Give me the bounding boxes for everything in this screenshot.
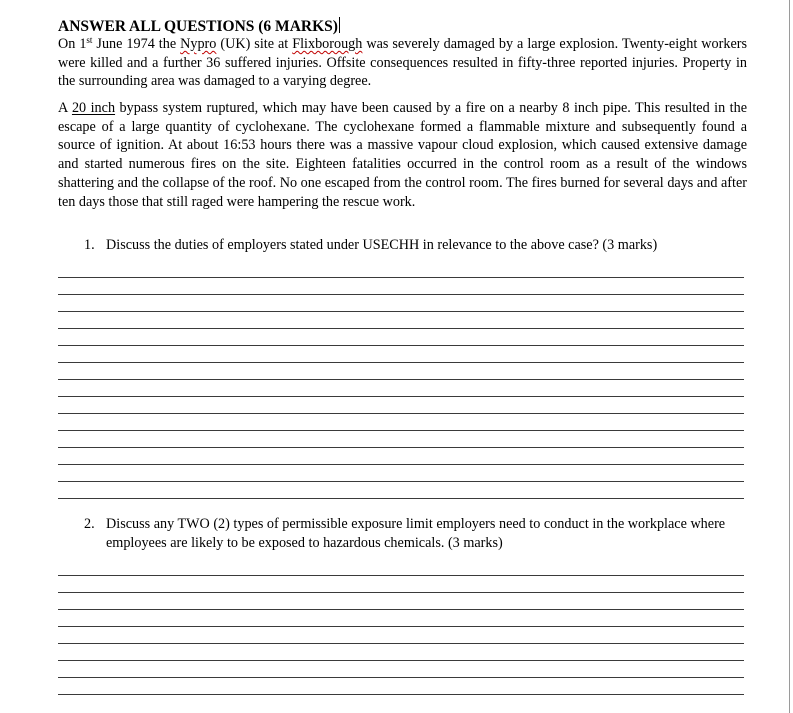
answer-line[interactable]	[58, 694, 744, 695]
answer-line[interactable]	[58, 379, 744, 380]
answer-line[interactable]	[58, 277, 744, 278]
answer-line[interactable]	[58, 643, 744, 644]
case-paragraph-1: On 1st June 1974 the Nypro (UK) site at Flixborough was severely damaged by a large explosion. Twenty-eight workers were killed and a further 36 suffered injuries. Offsite consequences resulted in fifty-three reported injuries. Property in the surrounding area was damaged to a varying degree.	[58, 35, 747, 90]
answer-line[interactable]	[58, 498, 744, 499]
question-number: 1.	[84, 237, 95, 253]
answer-line[interactable]	[58, 413, 744, 414]
answer-line[interactable]	[58, 609, 744, 610]
answer-line[interactable]	[58, 362, 744, 363]
underlined-text: 20 inch	[71, 100, 116, 116]
question-text: Discuss the duties of employers stated under USECHH in relevance to the above case? (3 marks)	[106, 237, 658, 253]
answer-line[interactable]	[58, 464, 744, 465]
question-text: Discuss any TWO (2) types of permissible exposure limit employers need to conduct in the workplace where employees are likely to be exposed to hazardous chemicals. (3 marks)	[106, 516, 726, 551]
page-border	[789, 0, 790, 713]
spellcheck-word-flixborough[interactable]: Flixborough	[292, 36, 363, 52]
page-heading: ANSWER ALL QUESTIONS (6 MARKS)	[58, 18, 338, 35]
answer-line[interactable]	[58, 575, 744, 576]
answer-line[interactable]	[58, 396, 744, 397]
answer-line[interactable]	[58, 294, 744, 295]
question-number: 2.	[84, 516, 95, 532]
answer-line[interactable]	[58, 430, 744, 431]
answer-line[interactable]	[58, 345, 744, 346]
answer-line[interactable]	[58, 447, 744, 448]
answer-line[interactable]	[58, 626, 744, 627]
answer-line[interactable]	[58, 592, 744, 593]
answer-line[interactable]	[58, 677, 744, 678]
answer-line[interactable]	[58, 328, 744, 329]
spellcheck-word-nypro[interactable]: Nypro	[180, 36, 217, 52]
ordinal-suffix: st	[86, 35, 93, 45]
question-1	[84, 236, 747, 255]
answer-line[interactable]	[58, 660, 744, 661]
answer-line[interactable]	[58, 481, 744, 482]
answer-line[interactable]	[58, 311, 744, 312]
text-cursor	[339, 17, 340, 33]
question-2	[84, 515, 747, 552]
case-paragraph-2: A 20 inch bypass system ruptured, which may have been caused by a fire on a nearby 8 inch pipe. This resulted in the escape of a large quantity of cyclohexane. The cyclohexane formed a flammable mixture and subsequently found a source of ignition. At about 16:53 hours there was a massive vapour cloud explosion, which caused extensive damage and started numerous fires on the site. Eighteen fatalities occurred in the control room as a result of the windows shattering and the collapse of the roof. No one escaped from the control room. The fires burned for several days and after ten days those that still raged were hampering the rescue work.	[58, 100, 747, 210]
